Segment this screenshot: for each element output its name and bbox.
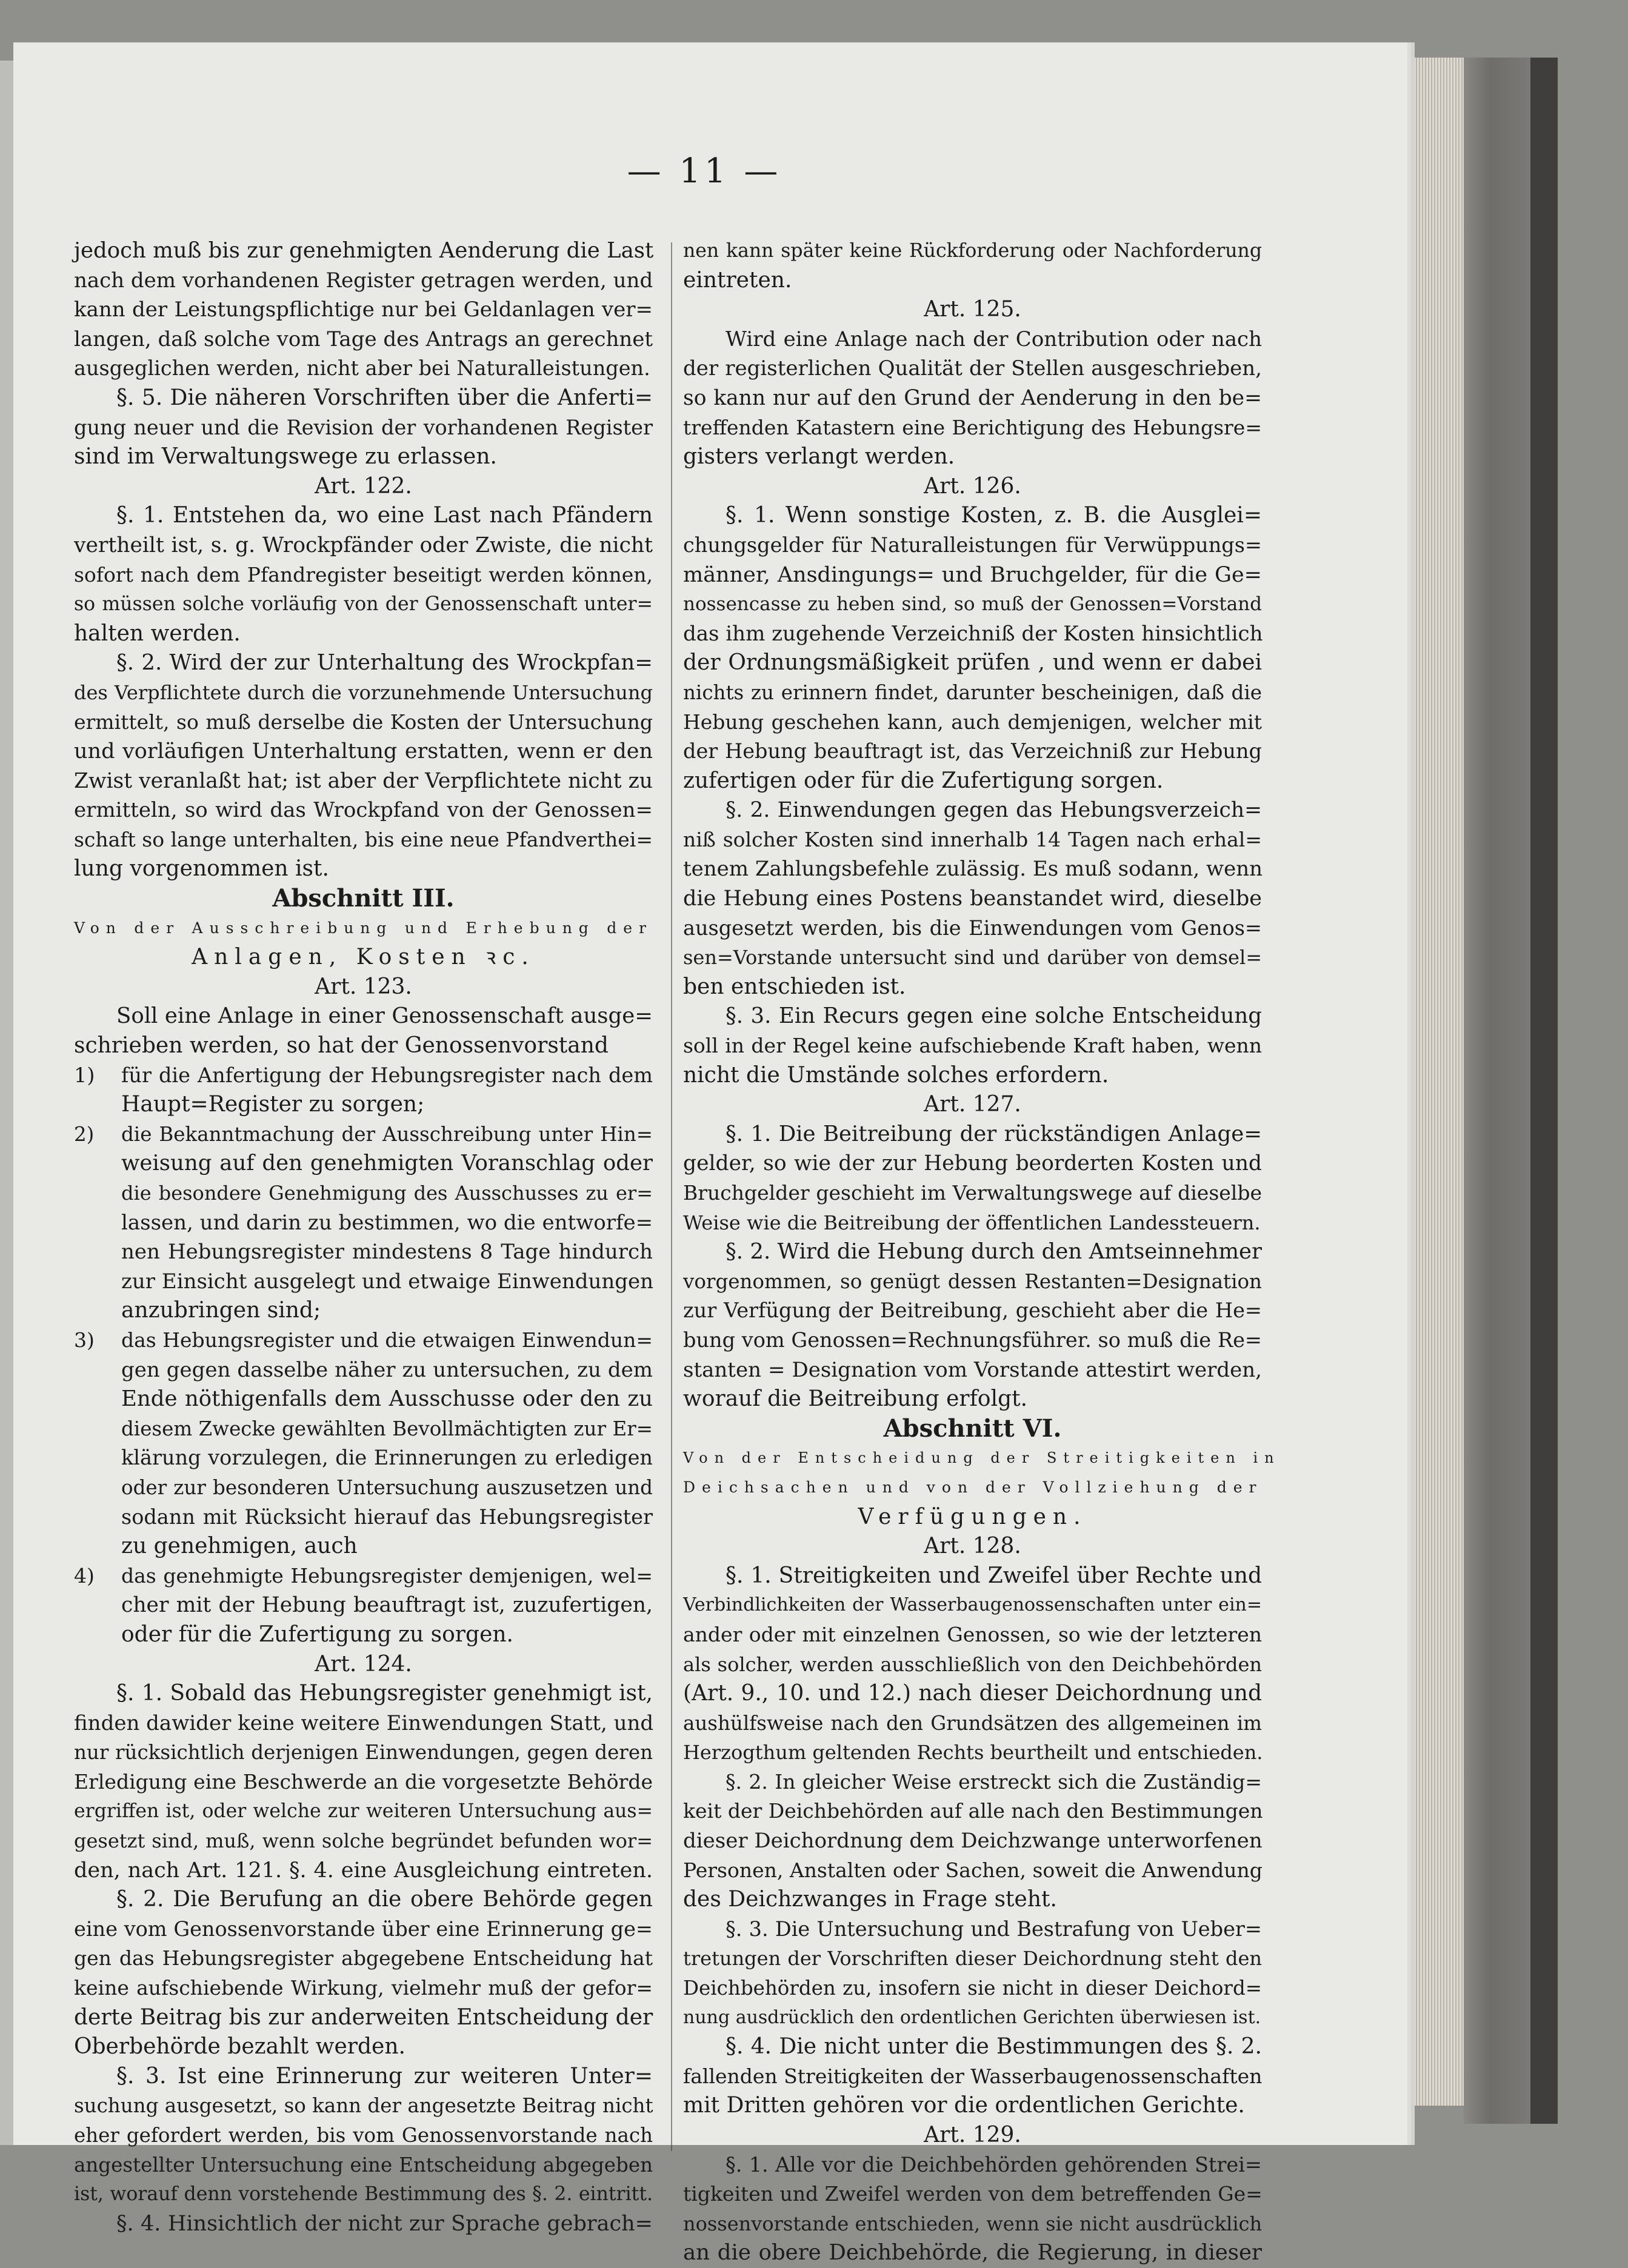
page-stack-edge xyxy=(1405,58,1466,2106)
line-text: §. 3. Ist eine Erinnerung zur weiteren Unter= xyxy=(116,2063,653,2089)
text-line xyxy=(74,590,653,619)
text-line xyxy=(74,1385,653,1414)
line-text: Verbindlichkeiten der Wasserbaugenossenschaften unter ein= xyxy=(683,1594,1262,1616)
text-line xyxy=(74,2091,653,2121)
text-line xyxy=(683,737,1262,767)
text-line xyxy=(683,1061,1262,1091)
line-text: gelder, so wie der zur Hebung beorderten Kosten und xyxy=(683,1151,1262,1176)
text-line xyxy=(74,1208,653,1238)
text-line xyxy=(74,1031,653,1061)
line-text: mit Dritten gehören vor die ordentlichen Gerichte. xyxy=(683,2093,1245,2118)
line-text: Bruchgelder geschieht im Verwaltungswege auf dieselbe xyxy=(683,1181,1262,1205)
text-line xyxy=(683,325,1262,354)
text-line xyxy=(683,1944,1262,1974)
line-text: sind im Verwaltungswege zu erlassen. xyxy=(74,444,497,470)
text-line xyxy=(74,1355,653,1385)
text-line xyxy=(683,943,1262,973)
text-line xyxy=(683,1090,1262,1120)
line-text: Weise wie die Beitreibung der öffentlichen Landessteuern. xyxy=(683,1211,1261,1234)
line-text: §. 1. Die Beitreibung der rückständigen Anlage= xyxy=(726,1121,1262,1146)
text-line xyxy=(683,1385,1262,1414)
text-line xyxy=(74,531,653,560)
text-line xyxy=(683,1031,1262,1061)
text-line xyxy=(74,1473,653,1503)
line-text: cher mit der Hebung beauftragt ist, zuzufertigen, xyxy=(121,1593,653,1618)
line-text: des Deichzwanges in Frage steht. xyxy=(683,1887,1057,1912)
left-column xyxy=(74,236,653,2238)
text-line xyxy=(74,1237,653,1267)
line-text: Art. 123. xyxy=(315,974,412,999)
right-column xyxy=(683,236,1281,2268)
line-text: §. 1. Entstehen da, wo eine Last nach Pfändern xyxy=(116,503,653,528)
line-text: ermittelt, so muß derselbe die Kosten der Untersuchung xyxy=(74,710,653,734)
text-line xyxy=(74,1061,653,1091)
line-text: Personen, Anstalten oder Sachen, soweit die Anwendung xyxy=(683,1858,1263,1882)
line-text: der registerlichen Qualität der Stellen ausgeschrieben, xyxy=(683,356,1262,381)
line-text: treffenden Katastern eine Berichtigung des Hebungsre= xyxy=(683,415,1262,439)
text-line xyxy=(683,914,1262,943)
line-text: §. 2. Die Berufung an die obere Behörde gegen xyxy=(116,1887,653,1912)
text-line xyxy=(683,1355,1262,1385)
line-text: als solcher, werden ausschließlich von den Deichbehörden xyxy=(683,1652,1262,1676)
text-line xyxy=(683,1974,1262,2003)
text-line xyxy=(74,442,653,472)
line-text: worauf die Beitreibung erfolgt. xyxy=(683,1386,1028,1412)
text-line xyxy=(74,2003,653,2033)
line-text: stanten = Designation vom Vorstande attestirt werden, xyxy=(683,1357,1262,1382)
line-text: Soll eine Anlage in einer Genossenschaft ausge= xyxy=(116,1003,653,1029)
list-item-number: 3) xyxy=(74,1328,95,1352)
line-text: ausgeglichen werden, nicht aber bei Naturalleistungen. xyxy=(74,356,650,381)
list-item-number: 2) xyxy=(74,1122,95,1146)
line-text: nichts zu erinnern findet, darunter bescheinigen, daß die xyxy=(683,680,1262,704)
text-line xyxy=(74,236,653,266)
text-line xyxy=(74,1709,653,1738)
line-text: nicht die Umstände solches erfordern. xyxy=(683,1062,1109,1088)
text-line xyxy=(74,1179,653,1208)
text-line xyxy=(683,2003,1262,2033)
line-text: eintreten. xyxy=(683,267,792,293)
line-text: angestellter Untersuchung eine Entscheidung abgegeben xyxy=(74,2153,653,2177)
line-text: suchung ausgesetzt, so kann der angesetzte Beitrag nicht xyxy=(74,2094,653,2118)
line-text: Herzogthum geltenden Rechts beurtheilt und entschieden. xyxy=(683,1741,1263,1764)
line-text: der Hebung beauftragt ist, das Verzeichniß zur Hebung xyxy=(683,739,1262,763)
text-line xyxy=(74,1120,653,1149)
line-text: §. 2. Einwendungen gegen das Hebungsverzeich= xyxy=(726,798,1262,823)
text-line xyxy=(74,884,653,914)
line-text: nung ausdrücklich den ordentlichen Gerichten überwiesen ist. xyxy=(683,2006,1261,2028)
line-text: schaft so lange unterhalten, bis eine neue Pfandverthei= xyxy=(74,827,653,851)
text-line xyxy=(683,2062,1262,2092)
line-text: sen=Vorstande untersucht sind und darüber von demsel= xyxy=(683,946,1262,969)
text-line xyxy=(74,854,653,884)
text-line xyxy=(74,560,653,590)
text-line xyxy=(683,1149,1262,1179)
line-text: ermitteln, so wird das Wrockpfand von der Genossen= xyxy=(74,798,653,823)
line-text: tretungen der Vorschriften dieser Deichordnung steht den xyxy=(683,1947,1262,1970)
line-text: eine vom Genossenvorstande über eine Erinnerung ge= xyxy=(74,1917,653,1941)
line-text: tenem Zahlungsbefehle zulässig. Es muß sodann, wenn xyxy=(683,857,1263,882)
text-line xyxy=(683,1532,1262,1561)
line-text: nossenvorstande entschieden, wenn sie nicht ausdrücklich xyxy=(683,2212,1263,2235)
line-text: langen, daß solche vom Tage des Antrags an gerechnet xyxy=(74,327,653,351)
text-line xyxy=(683,619,1262,649)
line-text: zur Verfügung der Beitreibung, geschieht aber die He= xyxy=(683,1299,1262,1323)
text-line xyxy=(74,708,653,737)
line-text: an die obere Deichbehörde, die Regierung, in dieser xyxy=(683,2240,1262,2266)
text-line xyxy=(683,767,1262,796)
line-text: Ende nöthigenfalls dem Ausschusse oder den zu xyxy=(121,1386,653,1412)
line-text: §. 2. Wird die Hebung durch den Amtseinnehmer xyxy=(726,1239,1262,1265)
line-text: klärung vorzulegen, die Erinnerungen zu erledigen xyxy=(121,1446,653,1470)
text-line xyxy=(683,854,1262,884)
text-line xyxy=(683,1326,1262,1355)
line-text: Art. 129. xyxy=(924,2123,1021,2147)
text-line xyxy=(683,590,1262,619)
text-line xyxy=(683,1709,1262,1738)
text-line xyxy=(683,796,1262,825)
text-line xyxy=(683,1856,1262,1886)
line-text: und vorläufigen Unterhaltung erstatten, wenn er den xyxy=(74,739,653,764)
line-text: jedoch muß bis zur genehmigten Aenderung die Last xyxy=(74,238,654,263)
text-line xyxy=(74,1826,653,1856)
text-line xyxy=(74,2032,653,2062)
line-text: schrieben werden, so hat der Genossenvorstand xyxy=(74,1033,609,1059)
text-line xyxy=(74,1267,653,1297)
text-line xyxy=(74,943,653,973)
text-line xyxy=(683,295,1262,325)
line-text: §. 3. Ein Recurs gegen eine solche Entscheidung xyxy=(726,1003,1262,1029)
text-line xyxy=(683,531,1262,560)
text-line xyxy=(683,413,1262,443)
line-text: Art. 127. xyxy=(924,1092,1021,1117)
text-line xyxy=(74,678,653,708)
line-text: vorgenommen, so genügt dessen Restanten=Designation xyxy=(683,1269,1262,1293)
line-text: sofort nach dem Pfandregister beseitigt werden können, xyxy=(74,562,653,587)
text-line xyxy=(74,1149,653,1179)
line-text: §. 1. Sobald das Hebungsregister genehmigt ist, xyxy=(116,1681,653,1706)
line-text: der Ordnungsmäßigkeit prüfen , und wenn er dabei xyxy=(683,650,1262,676)
list-item-number: 4) xyxy=(74,1563,95,1588)
text-line xyxy=(74,1532,653,1561)
text-line xyxy=(74,1090,653,1120)
text-line xyxy=(683,1503,1262,1532)
line-text: gen gegen dasselbe näher zu untersuchen, zu dem xyxy=(121,1357,653,1382)
line-text: das ihm zugehende Verzeichniß der Kosten hinsichtlich xyxy=(683,621,1263,646)
line-text: §. 3. Die Untersuchung und Bestrafung von Ueber= xyxy=(726,1917,1262,1941)
line-text: so müssen solche vorläufig von der Genossenschaft unter= xyxy=(74,593,653,616)
line-text: §. 5. Die näheren Vorschriften über die Anferti= xyxy=(116,385,653,410)
text-line xyxy=(74,973,653,1002)
line-text: so kann nur auf den Grund der Aenderung in den be= xyxy=(683,385,1262,410)
text-line xyxy=(74,914,653,943)
text-line xyxy=(74,767,653,796)
line-text: nur rücksichtlich derjenigen Einwendungen, gegen deren xyxy=(74,1741,653,1764)
text-line xyxy=(683,2032,1262,2062)
line-text: vertheilt ist, s. g. Wrockpfänder oder Zwiste, die nicht xyxy=(74,533,653,557)
text-line xyxy=(683,2209,1262,2239)
line-text: nossencasse zu heben sind, so muß der Genossen=Vorstand xyxy=(683,593,1262,616)
line-text: ander oder mit einzelnen Genossen, so wie der letzteren xyxy=(683,1622,1262,1646)
line-text: den, nach Art. 121. §. 4. eine Ausgleichung eintreten. xyxy=(74,1858,653,1883)
line-text: sodann mit Rücksicht hierauf das Hebungsregister xyxy=(121,1505,653,1529)
line-text: Verfügungen. xyxy=(858,1504,1087,1529)
text-line xyxy=(683,442,1262,472)
line-text: männer, Ansdingungs= und Bruchgelder, für die Ge= xyxy=(683,562,1262,587)
line-text: §. 4. Hinsichtlich der nicht zur Sprache gebrach= xyxy=(116,2211,653,2236)
text-line xyxy=(683,1591,1262,1620)
line-text: Oberbehörde bezahlt werden. xyxy=(74,2034,405,2060)
line-text: Art. 125. xyxy=(924,297,1021,322)
text-line xyxy=(74,648,653,678)
text-line xyxy=(74,1650,653,1680)
line-text: lassen, und darin zu bestimmen, wo die entworfe= xyxy=(121,1210,653,1235)
text-line xyxy=(74,1591,653,1620)
line-text: §. 2. In gleicher Weise erstreckt sich die Zuständig= xyxy=(726,1769,1262,1794)
text-line xyxy=(74,619,653,649)
text-line xyxy=(683,1768,1262,1797)
text-line xyxy=(683,2150,1262,2180)
text-line xyxy=(683,1414,1262,1444)
text-line xyxy=(74,1738,653,1768)
line-text: tigkeiten und Zweifel werden von dem betreffenden Ge= xyxy=(683,2182,1263,2206)
line-text: keine aufschiebende Wirkung, vielmehr muß der gefor= xyxy=(74,1976,653,2000)
text-line xyxy=(683,266,1262,296)
text-line xyxy=(74,1797,653,1826)
text-line xyxy=(74,796,653,825)
line-text: zufertigen oder für die Zufertigung sorgen. xyxy=(683,768,1164,793)
text-line xyxy=(683,236,1262,266)
text-line xyxy=(74,2180,653,2209)
text-line xyxy=(74,2062,653,2092)
text-line xyxy=(74,825,653,855)
line-text: das genehmigte Hebungsregister demjenigen, wel= xyxy=(121,1563,653,1588)
line-text: keit der Deichbehörden auf alle nach den Bestimmungen xyxy=(683,1799,1263,1823)
book-page xyxy=(13,42,1407,2266)
text-line xyxy=(683,560,1262,590)
text-line xyxy=(74,1002,653,1031)
line-text: nen kann später keine Rückforderung oder Nachforderung xyxy=(683,240,1262,262)
text-line xyxy=(74,1620,653,1650)
text-line xyxy=(74,295,653,325)
text-line xyxy=(74,1768,653,1797)
line-text: die besondere Genehmigung des Ausschusses zu er= xyxy=(121,1182,653,1205)
line-text: ausgesetzt werden, bis die Einwendungen vom Genos= xyxy=(683,916,1262,940)
text-line xyxy=(74,266,653,296)
text-line xyxy=(74,2150,653,2180)
line-text: zu genehmigen, auch xyxy=(121,1534,358,1559)
line-text: ergriffen ist, oder welche zur weiteren Untersuchung aus= xyxy=(74,1800,653,1823)
text-line xyxy=(683,884,1262,914)
text-line xyxy=(683,2180,1262,2209)
text-line xyxy=(683,1179,1262,1208)
text-line xyxy=(683,648,1262,678)
text-line xyxy=(683,1915,1262,1944)
text-line xyxy=(683,2121,1262,2150)
text-line xyxy=(74,384,653,413)
text-line xyxy=(74,1503,653,1532)
line-text: nach dem vorhandenen Register getragen werden, und xyxy=(74,268,653,293)
line-text: halten werden. xyxy=(74,620,241,646)
book-binding xyxy=(1464,58,1530,2124)
text-line xyxy=(74,1414,653,1444)
column-divider xyxy=(671,242,672,2151)
text-line xyxy=(74,1885,653,1915)
line-text: oder zur besonderen Untersuchung auszusetzen und xyxy=(121,1475,653,1499)
line-text: Anlagen, Kosten ꝛc. xyxy=(192,945,535,970)
line-text: Erledigung eine Beschwerde an die vorgesetzte Behörde xyxy=(74,1769,653,1794)
line-text: niß solcher Kosten sind innerhalb 14 Tagen nach erhal= xyxy=(683,827,1262,851)
line-text: Von der Entscheidung der Streitigkeiten in xyxy=(683,1449,1281,1467)
line-text: diesem Zwecke gewählten Bevollmächtigten zur Er= xyxy=(121,1417,653,1440)
text-line xyxy=(74,354,653,384)
text-line xyxy=(74,1974,653,2003)
line-text: anzubringen sind; xyxy=(121,1298,321,1323)
line-text: aushülfsweise nach den Grundsätzen des allgemeinen im xyxy=(683,1711,1262,1735)
line-text: Abschnitt VI. xyxy=(883,1414,1062,1443)
text-line xyxy=(74,1679,653,1709)
text-line xyxy=(74,1915,653,1944)
text-line xyxy=(74,1944,653,1974)
line-text: Art. 122. xyxy=(315,473,412,499)
line-text: Art. 128. xyxy=(924,1534,1021,1559)
line-text: derte Beitrag bis zur anderweiten Entscheidung der xyxy=(74,2004,653,2030)
text-line xyxy=(683,678,1262,708)
text-line xyxy=(74,1561,653,1591)
line-text: nen Hebungsregister mindestens 8 Tage hindurch xyxy=(121,1240,653,1265)
text-line xyxy=(74,1443,653,1473)
text-line xyxy=(74,472,653,502)
text-line xyxy=(683,708,1262,737)
line-text: §. 1. Alle vor die Deichbehörden gehörenden Strei= xyxy=(726,2152,1262,2177)
text-line xyxy=(683,1561,1262,1591)
line-text: für die Anfertigung der Hebungsregister nach dem xyxy=(121,1063,653,1087)
text-line xyxy=(74,413,653,443)
line-text: weisung auf den genehmigten Voranschlag oder xyxy=(121,1151,653,1176)
line-text: Hebung geschehen kann, auch demjenigen, welcher mit xyxy=(683,710,1262,734)
line-text: Art. 124. xyxy=(315,1651,412,1677)
text-line xyxy=(74,1296,653,1326)
line-text: ben entschieden ist. xyxy=(683,974,906,999)
text-line xyxy=(74,737,653,767)
text-line xyxy=(683,825,1262,855)
line-text: Deichsachen und von der Vollziehung der xyxy=(683,1478,1263,1496)
line-text: das Hebungsregister und die etwaigen Einwendun= xyxy=(121,1328,653,1352)
line-text: finden dawider keine weitere Einwendungen Statt, und xyxy=(74,1711,654,1735)
text-line xyxy=(74,501,653,531)
line-text: gisters verlangt werden. xyxy=(683,444,955,470)
page-number: — 11 — xyxy=(627,151,782,191)
line-text: §. 4. Die nicht unter die Bestimmungen des §. 2. xyxy=(726,2034,1262,2060)
line-text: dieser Deichordnung dem Deichzwange unterworfenen xyxy=(683,1829,1263,1854)
text-line xyxy=(683,1267,1262,1297)
line-text: gung neuer und die Revision der vorhandenen Register xyxy=(74,415,653,439)
text-line xyxy=(683,1237,1262,1267)
line-text: soll in der Regel keine aufschiebende Kraft haben, wenn xyxy=(683,1034,1262,1058)
text-line xyxy=(683,354,1262,384)
text-line xyxy=(683,1650,1262,1680)
line-text: die Bekanntmachung der Ausschreibung unter Hin= xyxy=(121,1122,653,1146)
line-text: Art. 126. xyxy=(924,473,1021,499)
line-text: §. 1. Streitigkeiten und Zweifel über Rechte und xyxy=(726,1563,1262,1588)
text-line xyxy=(74,2209,653,2239)
line-text: (Art. 9., 10. und 12.) nach dieser Deichordnung und xyxy=(683,1681,1262,1706)
line-text: die Hebung eines Postens beanstandet wird, dieselbe xyxy=(683,886,1262,911)
line-text: oder für die Zufertigung zu sorgen. xyxy=(121,1621,513,1647)
line-text: kann der Leistungspflichtige nur bei Geldanlagen ver= xyxy=(74,298,653,322)
text-line xyxy=(683,1473,1262,1503)
text-line xyxy=(683,2091,1262,2121)
line-text: Abschnitt III. xyxy=(272,884,455,913)
line-text: zur Einsicht ausgelegt und etwaige Einwendungen xyxy=(121,1269,654,1294)
text-line xyxy=(683,1885,1262,1915)
list-item-number: 1) xyxy=(74,1063,95,1087)
line-text: chungsgelder für Naturalleistungen für Verwüppungs= xyxy=(683,533,1262,557)
line-text: Deichbehörden zu, insofern sie nicht in dieser Deichord= xyxy=(683,1977,1262,2000)
text-line xyxy=(683,1797,1262,1826)
text-line xyxy=(74,2121,653,2150)
line-text: bung vom Genossen=Rechnungsführer. so muß die Re= xyxy=(683,1328,1262,1352)
text-line xyxy=(683,1002,1262,1031)
line-text: §. 2. Wird der zur Unterhaltung des Wrockpfan= xyxy=(116,650,653,676)
binding-strip xyxy=(1530,58,1558,2124)
line-text: Haupt=Register zu sorgen; xyxy=(121,1092,425,1117)
text-line xyxy=(683,1296,1262,1326)
line-text: Von der Ausschreibung und Erhebung der xyxy=(74,919,653,937)
text-line xyxy=(683,1208,1262,1238)
line-text: Wird eine Anlage nach der Contribution oder nach xyxy=(726,327,1262,351)
line-text: Zwist veranlaßt hat; ist aber der Verpflichtete nicht zu xyxy=(74,768,653,793)
text-line xyxy=(683,1738,1262,1768)
text-line xyxy=(683,973,1262,1002)
line-text: eher gefordert werden, bis vom Genossenvorstande nach xyxy=(74,2124,653,2147)
text-line xyxy=(683,2238,1262,2268)
text-line xyxy=(683,1443,1281,1473)
text-line xyxy=(74,1326,653,1355)
line-text: fallenden Streitigkeiten der Wasserbaugenossenschaften xyxy=(683,2064,1263,2088)
text-line xyxy=(683,501,1262,531)
text-line xyxy=(683,1120,1262,1149)
line-text: des Verpflichtete durch die vorzunehmende Untersuchung xyxy=(74,680,653,704)
text-line xyxy=(683,1679,1262,1709)
text-line xyxy=(683,472,1262,502)
text-line xyxy=(683,1826,1262,1856)
line-text: gen das Hebungsregister abgegebene Entscheidung hat xyxy=(74,1946,653,1970)
line-text: §. 1. Wenn sonstige Kosten, z. B. die Ausglei= xyxy=(726,503,1262,528)
line-text: gesetzt sind, muß, wenn solche begründet befunden wor= xyxy=(74,1829,653,1853)
text-line xyxy=(74,1856,653,1886)
text-line xyxy=(683,1620,1262,1650)
text-line xyxy=(74,325,653,354)
text-line xyxy=(683,384,1262,413)
line-text: lung vorgenommen ist. xyxy=(74,856,329,882)
line-text: ist, worauf denn vorstehende Bestimmung des §. 2. eintritt. xyxy=(74,2183,653,2206)
